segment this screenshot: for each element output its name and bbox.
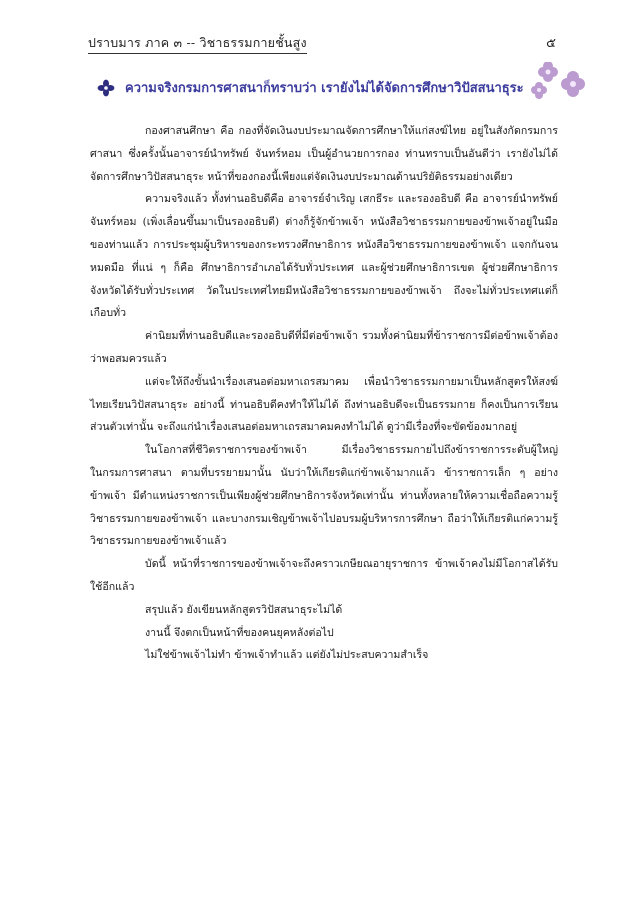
paragraph: งานนี้ จึงตกเป็นหน้าที่ของคนยุคหลังต่อไป	[145, 626, 334, 639]
paragraph: กองศาสนศึกษา คือ กองที่จัดเงินงบประมาณจัดการศึกษาให้แก่สงฆ์ไทย อยู่ในสังกัดกรมการศาสนา ซึ่งครั้งนั้นอาจารย์นำทรัพย์ จันทร์หอม เป็นผู้อำนวยการกอง ท่านทราบเป็นอันดีว่า เรายังไม่ได้จัดการศึกษาวิปัสสนาธุระ หน้าที่ของกองนี้เพียงแต่จัดเงินงบประมาณด้านปริยัติธรรมอย่างเดียว	[90, 125, 558, 183]
paragraph: ไม่ใช่ข้าพเจ้าไม่ทำ ข้าพเจ้าทำแล้ว แต่ยังไม่ประสบความสำเร็จ	[145, 649, 429, 662]
paragraph: แต่จะให้ถึงขั้นนำเรื่องเสนอต่อมหาเถรสมาคม เพื่อนำวิชาธรรมกายมาเป็นหลักสูตรให้สงฆ์ไทยเรียนวิปัสสนาธุระ อย่างนี้ ท่านอธิบดีคงทำให้ไม่ได้ ถึงท่านอธิบดีจะเป็นธรรมกาย ก็คงเป็นการเรียนส่วนตัวเท่านั้น จะถึงแก่นำเรื่องเสนอต่อมหาเถรสมาคมคงทำไม่ได้ ดูว่ามีเรื่องที่จะขัดข้องมากอยู่	[90, 375, 558, 434]
four-petal-bullet-icon	[97, 79, 115, 97]
header-title: ปราบมาร ภาค ๓ -- วิชาธรรมกายชั้นสูง	[88, 35, 307, 50]
paragraph: ความจริงแล้ว ทั้งท่านอธิบดีคือ อาจารย์จำเริญ เสกธีระ และรองอธิบดี คือ อาจารย์นำทรัพย์ จันทร์หอม (เพิ่งเลื่อนขึ้นมาเป็นรองอธิบดี) ต่างก็รู้จักข้าพเจ้า หนังสือวิชาธรรมกายของข้าพเจ้าอยู่ในมือของท่านแล้ว การประชุมผู้บริหารของกระทรวงศึกษาธิการ หนังสือวิชาธรรมกายของข้าพเจ้า แจกกันจนหมดมือ ที่แน่ ๆ ก็คือ ศึกษาธิการอำเภอได้รับทั่วประเทศ และผู้ช่วยศึกษาธิการเขต ผู้ช่วยศึกษาธิการจังหวัดได้รับทั่วประเทศ วัดในประเทศไทยมีหนังสือวิชาธรรมกายของข้าพเจ้า ถึงจะไม่ทั่วประเทศแต่ก็เกือบทั่ว	[90, 193, 558, 320]
paragraph: สรุปแล้ว ยังเขียนหลักสูตรวิปัสสนาธุระไม่ได้	[145, 603, 343, 616]
paragraph: ในโอกาสที่ชีวิตราชการของข้าพเจ้า มีเรื่องวิชาธรรมกายไปถึงข้าราชการระดับผู้ใหญ่ในกรมการศาสนา ตามที่บรรยายมานั้น นับว่าให้เกียรติแก่ข้าพเจ้ามากแล้ว ข้าราชการเล็ก ๆ อย่างข้าพเจ้า มีตำแหน่งราชการเป็นเพียงผู้ช่วยศึกษาธิการจังหวัดเท่านั้น ท่านทั้งหลายให้ความเชื่อถือความรู้วิชาธรรมกายของข้าพเจ้า และบางกรมเชิญข้าพเจ้าไปอบรมผู้บริหารการศึกษา ถือว่าให้เกียรติแก่ความรู้วิชาธรรมกายของข้าพเจ้าแล้ว	[90, 444, 558, 548]
body-text	[90, 120, 558, 667]
section-title: ความจริงกรมการศาสนาก็ทราบว่า เรายังไม่ได้จัดการศึกษาวิปัสสนาธุระ	[125, 81, 524, 96]
section-heading	[97, 77, 547, 98]
header-rule	[88, 53, 307, 54]
page-number: ๕	[546, 36, 556, 51]
page-header	[88, 32, 556, 53]
paragraph: บัดนี้ หน้าที่ราชการของข้าพเจ้าจะถึงคราวเกษียณอายุราชการ ข้าพเจ้าคงไม่มีโอกาสได้รับใช้อีกแล้ว	[90, 558, 558, 593]
paragraph: ค่านิยมที่ท่านอธิบดีและรองอธิบดีที่มีต่อข้าพเจ้า รวมทั้งค่านิยมที่ข้าราชการมีต่อข้าพเจ้าต้องว่าพอสมควรแล้ว	[90, 330, 558, 365]
